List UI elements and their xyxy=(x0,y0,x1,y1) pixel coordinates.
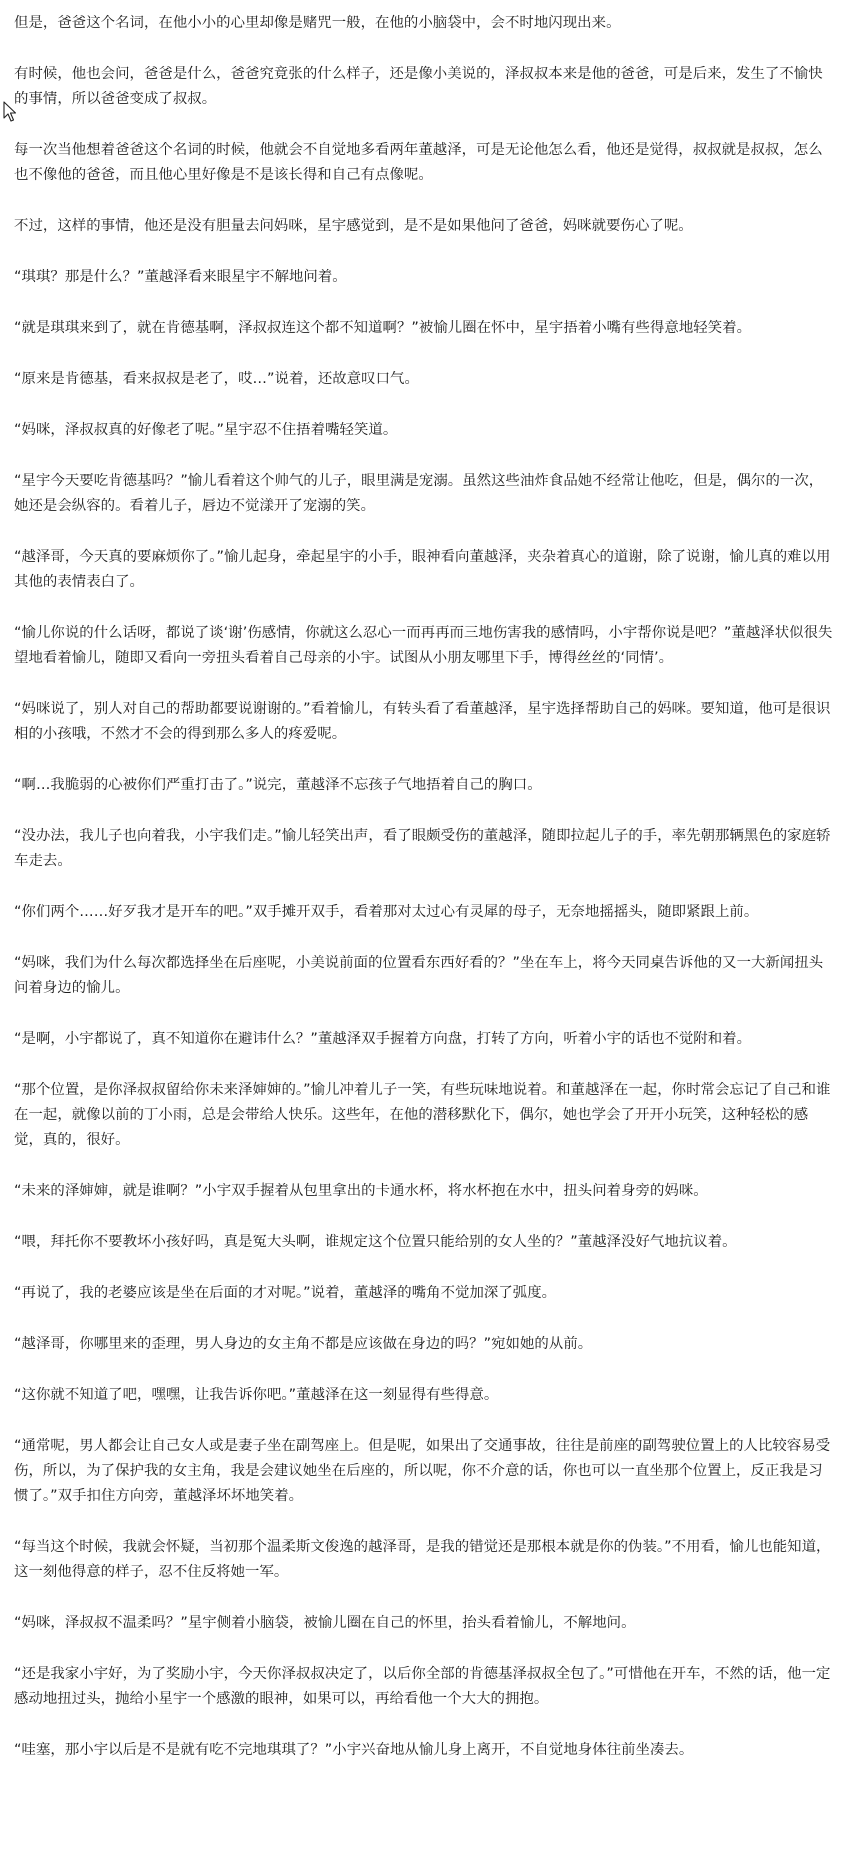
paragraph-17: “是啊，小宇都说了，真不知道你在避讳什么？”董越泽双手握着方向盘，打转了方向，听着小宇的话也不觉附和着。 xyxy=(14,1031,752,1047)
paragraph-10: “越泽哥，今天真的要麻烦你了。”愉儿起身，牵起星宇的小手，眼神看向董越泽，夹杂着真心的道谢，除了说谢，愉儿真的难以用其他的表情表白了。 xyxy=(14,549,831,590)
mouse-cursor-icon xyxy=(3,101,17,123)
paragraph-16: “妈咪，我们为什么每次都选择坐在后座呢，小美说前面的位置看东西好看的？”坐在车上，将今天同桌告诉他的又一大新闻扭头问着身边的愉儿。 xyxy=(14,955,824,996)
paragraph-18: “那个位置，是你泽叔叔留给你未来泽婶婶的。”愉儿冲着儿子一笑，有些玩味地说着。和董越泽在一起，你时常会忘记了自己和谁在一起，就像以前的丁小雨，总是会带给人快乐。这些年，在他的潜移默化下，偶尔，她也学会了开开小玩笑，这种轻松的感觉，真的，很好。 xyxy=(14,1082,831,1148)
paragraph-4: 不过，这样的事情，他还是没有胆量去问妈咪，星宇感觉到，是不是如果他问了爸爸，妈咪就要伤心了呢。 xyxy=(14,218,693,234)
paragraph-27: “还是我家小宇好，为了奖励小宇，今天你泽叔叔决定了，以后你全部的肯德基泽叔叔全包了。”可惜他在开车，不然的话，他一定感动地扭过头，抛给小星宇一个感激的眼神，如果可以，再给看他一个大大的拥抱。 xyxy=(14,1666,831,1707)
paragraph-23: “这你就不知道了吧，嘿嘿，让我告诉你吧。”董越泽在这一刻显得有些得意。 xyxy=(14,1387,499,1403)
paragraph-11: “愉儿你说的什么话呀，都说了谈‘谢’伤感情，你就这么忍心一而再再而三地伤害我的感情吗，小宇帮你说是吧？”董越泽状似很失望地看着愉儿，随即又看向一旁扭头看着自己母亲的小宇。试图从小朋友哪里下手，博得丝丝的‘同情’。 xyxy=(14,625,833,666)
paragraph-21: “再说了，我的老婆应该是坐在后面的才对呢。”说着，董越泽的嘴角不觉加深了弧度。 xyxy=(14,1285,557,1301)
paragraph-12: “妈咪说了，别人对自己的帮助都要说谢谢的。”看着愉儿，有转头看了看董越泽，星宇选择帮助自己的妈咪。要知道，他可是很识相的小孩哦，不然才不会的得到那么多人的疼爱呢。 xyxy=(14,701,831,742)
paragraph-1: 但是，爸爸这个名词，在他小小的心里却像是赌咒一般，在他的小脑袋中，会不时地闪现出来。 xyxy=(14,15,621,31)
paragraph-2: 有时候，他也会问，爸爸是什么，爸爸究竟张的什么样子，还是像小美说的，泽叔叔本来是他的爸爸，可是后来，发生了不愉快的事情，所以爸爸变成了叔叔。 xyxy=(14,66,823,107)
paragraph-19: “未来的泽婶婶，就是谁啊？”小宇双手握着从包里拿出的卡通水杯，将水杯抱在水中，扭头问着身旁的妈咪。 xyxy=(14,1183,708,1199)
paragraph-14: “没办法，我儿子也向着我，小宇我们走。”愉儿轻笑出声，看了眼颇受伤的董越泽，随即拉起儿子的手，率先朝那辆黑色的家庭轿车走去。 xyxy=(14,828,831,869)
paragraph-7: “原来是肯德基，看来叔叔是老了，哎…”说着，还故意叹口气。 xyxy=(14,371,419,387)
paragraph-24: “通常呢，男人都会让自己女人或是妻子坐在副驾座上。但是呢，如果出了交通事故，往往是前座的副驾驶位置上的人比较容易受伤，所以，为了保护我的女主角，我是会建议她坐在后座的，所以呢，你不介意的话，你也可以一直坐那个位置上，反正我是习惯了。”双手扣住方向旁，董越泽坏坏地笑着。 xyxy=(14,1438,831,1504)
paragraph-6: “就是琪琪来到了，就在肯德基啊，泽叔叔连这个都不知道啊？”被愉儿圈在怀中，星宇捂着小嘴有些得意地轻笑着。 xyxy=(14,320,752,336)
paragraph-13: “啊…我脆弱的心被你们严重打击了。”说完，董越泽不忘孩子气地捂着自己的胸口。 xyxy=(14,777,542,793)
paragraph-22: “越泽哥，你哪里来的歪理，男人身边的女主角不都是应该做在身边的吗？”宛如她的从前。 xyxy=(14,1336,593,1352)
paragraph-20: “喂，拜托你不要教坏小孩好吗，真是冤大头啊，谁规定这个位置只能给别的女人坐的？”董越泽没好气地抗议着。 xyxy=(14,1234,737,1250)
paragraph-8: “妈咪，泽叔叔真的好像老了呢。”星宇忍不住捂着嘴轻笑道。 xyxy=(14,422,398,438)
paragraph-9: “星宇今天要吃肯德基吗？”愉儿看着这个帅气的儿子，眼里满是宠溺。虽然这些油炸食品她不经常让他吃，但是，偶尔的一次，她还是会纵容的。看着儿子，唇边不觉漾开了宠溺的笑。 xyxy=(14,473,824,514)
paragraph-15: “你们两个……好歹我才是开车的吧。”双手摊开双手，看着那对太过心有灵犀的母子，无奈地摇摇头，随即紧跟上前。 xyxy=(14,904,759,920)
paragraph-3: 每一次当他想着爸爸这个名词的时候，他就会不自觉地多看两年董越泽，可是无论他怎么看，他还是觉得，叔叔就是叔叔，怎么也不像他的爸爸，而且他心里好像是不是该长得和自己有点像呢。 xyxy=(14,142,823,183)
paragraph-28: “哇塞，那小宇以后是不是就有吃不完地琪琪了？”小宇兴奋地从愉儿身上离开，不自觉地身体往前坐凑去。 xyxy=(14,1742,694,1758)
paragraph-26: “妈咪，泽叔叔不温柔吗？”星宇侧着小脑袋，被愉儿圈在自己的怀里，抬头看着愉儿，不解地问。 xyxy=(14,1615,636,1631)
paragraph-25: “每当这个时候，我就会怀疑，当初那个温柔斯文俊逸的越泽哥，是我的错觉还是那根本就是你的伪装。”不用看，愉儿也能知道，这一刻他得意的样子，忍不住反将她一军。 xyxy=(14,1539,831,1580)
paragraph-5: “琪琪？那是什么？”董越泽看来眼星宇不解地问着。 xyxy=(14,269,347,285)
